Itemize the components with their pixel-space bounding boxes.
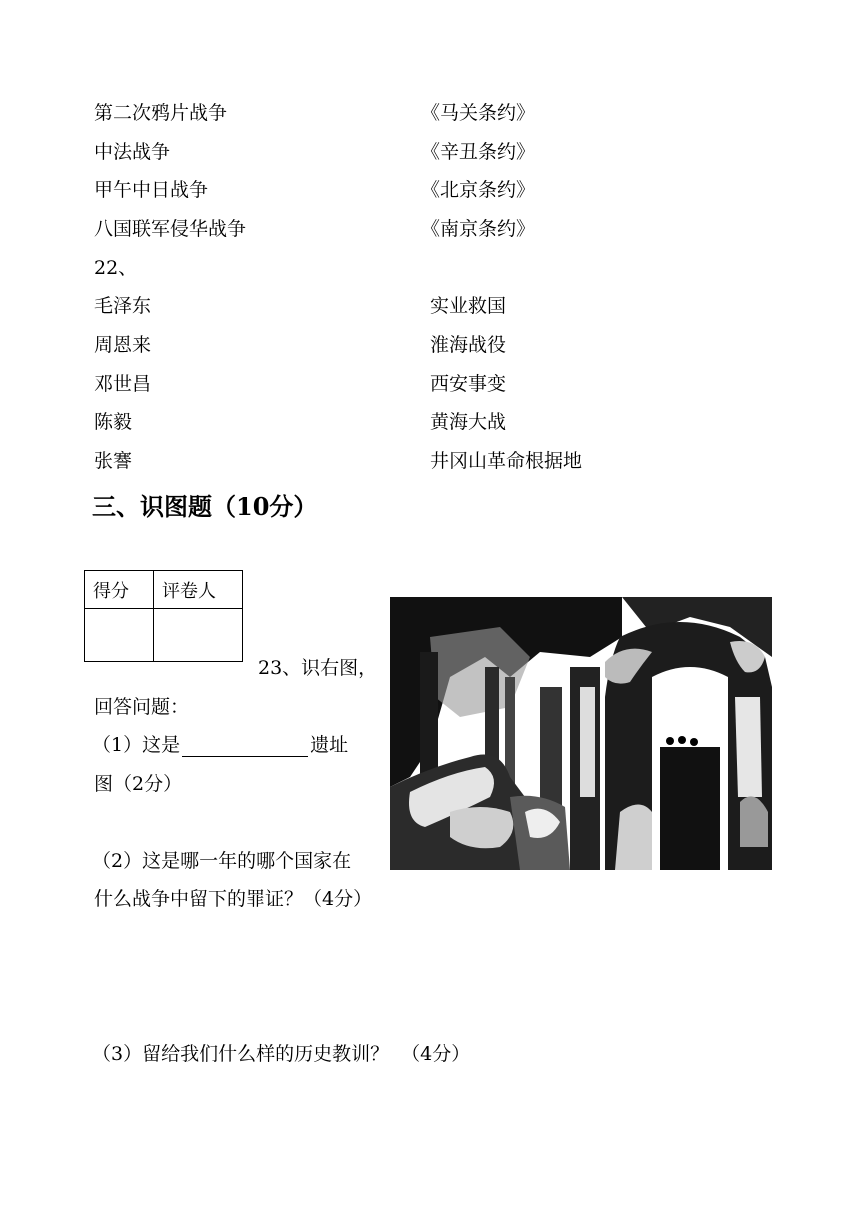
- question-23-part-3: （3）留给我们什么样的历史教训？ （4分）: [92, 1043, 471, 1065]
- event-item-5: 井冈山革命根据地: [430, 450, 583, 472]
- war-item-1: 第二次鸦片战争: [94, 102, 228, 124]
- person-item-3: 邓世昌: [94, 373, 152, 395]
- person-item-5: 张謇: [94, 450, 133, 472]
- question-23-part-2-line-2: 什么战争中留下的罪证？（4分）: [94, 888, 373, 910]
- section-3-title: 三、识图题（10分）: [92, 492, 318, 521]
- event-item-3: 西安事变: [430, 373, 507, 395]
- question-23-part-1-line-2: 图（2分）: [94, 773, 183, 795]
- event-item-1: 实业救国: [430, 295, 507, 317]
- question-23-intro-2: 回答问题：: [94, 696, 190, 718]
- ruins-photo: [390, 597, 772, 870]
- event-item-4: 黄海大战: [430, 411, 507, 433]
- war-item-3: 甲午中日战争: [94, 179, 209, 201]
- question-23-part-2-line-1: （2）这是哪一年的哪个国家在: [92, 850, 352, 872]
- part-1-text-before: （1）这是: [92, 734, 181, 756]
- treaty-item-3: 《北京条约》: [421, 179, 536, 201]
- grader-cell[interactable]: [154, 609, 243, 662]
- person-item-4: 陈毅: [94, 411, 133, 433]
- part-1-text-after: 遗址: [310, 734, 349, 756]
- treaty-item-2: 《辛丑条约》: [421, 141, 536, 163]
- question-23-part-1: [92, 733, 348, 757]
- war-item-2: 中法战争: [94, 141, 171, 163]
- score-cell[interactable]: [85, 609, 154, 662]
- answer-blank[interactable]: [182, 736, 308, 757]
- treaty-item-1: 《马关条约》: [421, 102, 536, 124]
- grader-label: 评卷人: [154, 571, 243, 609]
- score-label: 得分: [85, 571, 154, 609]
- question-22-number: 22、: [94, 257, 138, 279]
- war-item-4: 八国联军侵华战争: [94, 218, 247, 240]
- event-item-2: 淮海战役: [430, 334, 507, 356]
- question-23-intro: 23、识右图，: [258, 657, 378, 679]
- person-item-1: 毛泽东: [94, 295, 152, 317]
- person-item-2: 周恩来: [94, 334, 152, 356]
- score-table: [84, 570, 243, 662]
- treaty-item-4: 《南京条约》: [421, 218, 536, 240]
